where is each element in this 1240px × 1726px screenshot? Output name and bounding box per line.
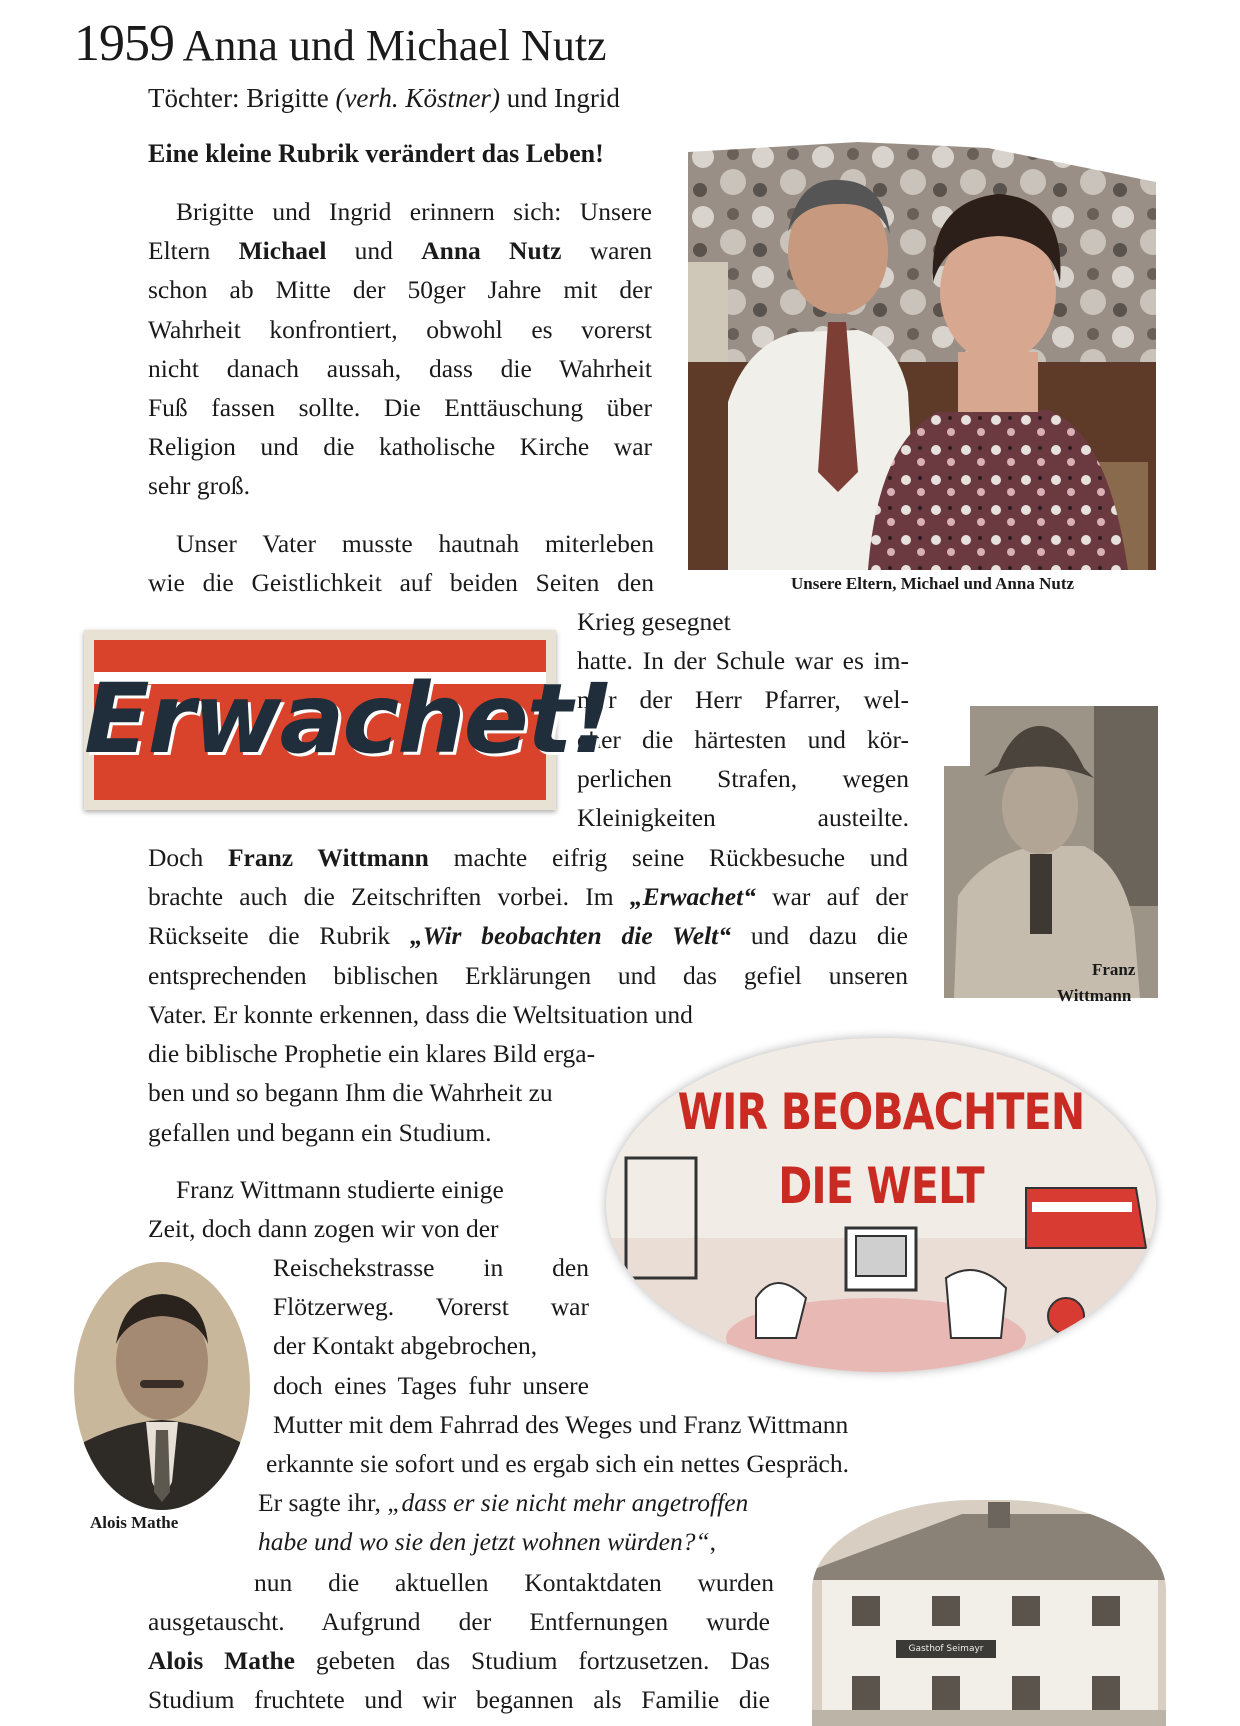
parents-photo xyxy=(688,142,1156,570)
inn-sign: Gasthof Seimayr xyxy=(896,1640,996,1658)
erwachet-logo xyxy=(84,630,613,810)
franz-wittmann-photo xyxy=(944,706,1158,998)
paragraph-4-bottom: ausgetauscht. Aufgrund der Entfernungen wurde Alois Mathe gebeten das Studium fortzusetzen. Das Studium fruchtete und wir begannen als Familie die xyxy=(148,1607,770,1715)
section-heading: Eine kleine Rubrik verändert das Leben! xyxy=(148,139,604,168)
subtitle-daughters: Töchter: Brigitte (verh. Köstner) und Ingrid xyxy=(148,83,620,113)
title-year: 1959 xyxy=(74,15,174,72)
paragraph-4-narrow: Reischekstrasse in den Flötzerweg. Vorerst war der Kontakt abgebrochen, doch eines Tages fuhr unsere xyxy=(273,1253,589,1400)
paragraph-4-top: Franz Wittmann studierte einige Zeit, doch dann zogen wir von der xyxy=(148,1175,504,1244)
paragraph-4-line11: nun die aktuellen Kontaktdaten wurden xyxy=(254,1568,774,1597)
franz-caption-line1: Franz xyxy=(1092,960,1136,979)
parents-caption: Unsere Eltern, Michael und Anna Nutz xyxy=(791,574,1075,593)
page-title xyxy=(74,14,607,76)
paragraph-2-right: Krieg gesegnet hatte. In der Schule war es im- mer der Herr Pfarrer, wel- cher die härtesten und kör- perlichen Strafen, wegen Kleinigkeiten austeilte. xyxy=(577,607,909,833)
paragraph-2-top: Unser Vater musste hautnah miterleben wie die Geistlichkeit auf beiden Seiten den xyxy=(148,529,654,598)
inn-building-photo xyxy=(812,1500,1166,1726)
paragraph-1: Brigitte und Ingrid erinnern sich: Unsere Eltern Michael und Anna Nutz waren schon ab Mitte der 50ger Jahre mit der Wahrheit konfrontiert, obwohl es vorerst nicht danach aussah, dass die Wahrheit Fuß fassen sollte. Die Enttäuschung über Religion und die katholische Kirche war sehr groß. xyxy=(148,197,653,501)
wir-logo-line2: DIE WELT xyxy=(778,1157,984,1215)
paragraph-4-line7: Mutter mit dem Fahrrad des Weges und Franz Wittmann xyxy=(273,1410,849,1439)
paragraph-3-bottom: Vater. Er konnte erkennen, dass die Weltsituation und die biblische Prophetie ein klares Bild erga- ben und so begann Ihm die Wahrheit zu gefallen und begann ein Studium. xyxy=(148,1000,693,1147)
franz-caption-line2: Wittmann xyxy=(1057,986,1132,1005)
title-names: Anna und Michael Nutz xyxy=(182,21,607,70)
alois-mathe-photo xyxy=(74,1262,250,1510)
alois-caption: Alois Mathe xyxy=(90,1513,179,1532)
wir-beobachten-logo xyxy=(606,1038,1156,1372)
erwachet-logo-text: Erwachet! xyxy=(84,663,613,775)
paragraph-3: Doch Franz Wittmann machte eifrig seine Rückbesuche und brachte auch die Zeitschriften vorbei. Im „Erwachet“ war auf der Rückseite die Rubrik „Wir beobachten die Welt“ und dazu die entsprechenden biblischen Erklärungen und das gefiel unseren xyxy=(148,843,909,990)
paragraph-4-quote: Er sagte ihr, „dass er sie nicht mehr angetroffen habe und wo sie den jetzt wohnen würden?“, xyxy=(258,1488,749,1557)
wir-logo-line1: WIR BEOBACHTEN xyxy=(677,1083,1085,1141)
paragraph-4-line8: erkannte sie sofort und es ergab sich ein nettes Gespräch. xyxy=(266,1449,850,1478)
